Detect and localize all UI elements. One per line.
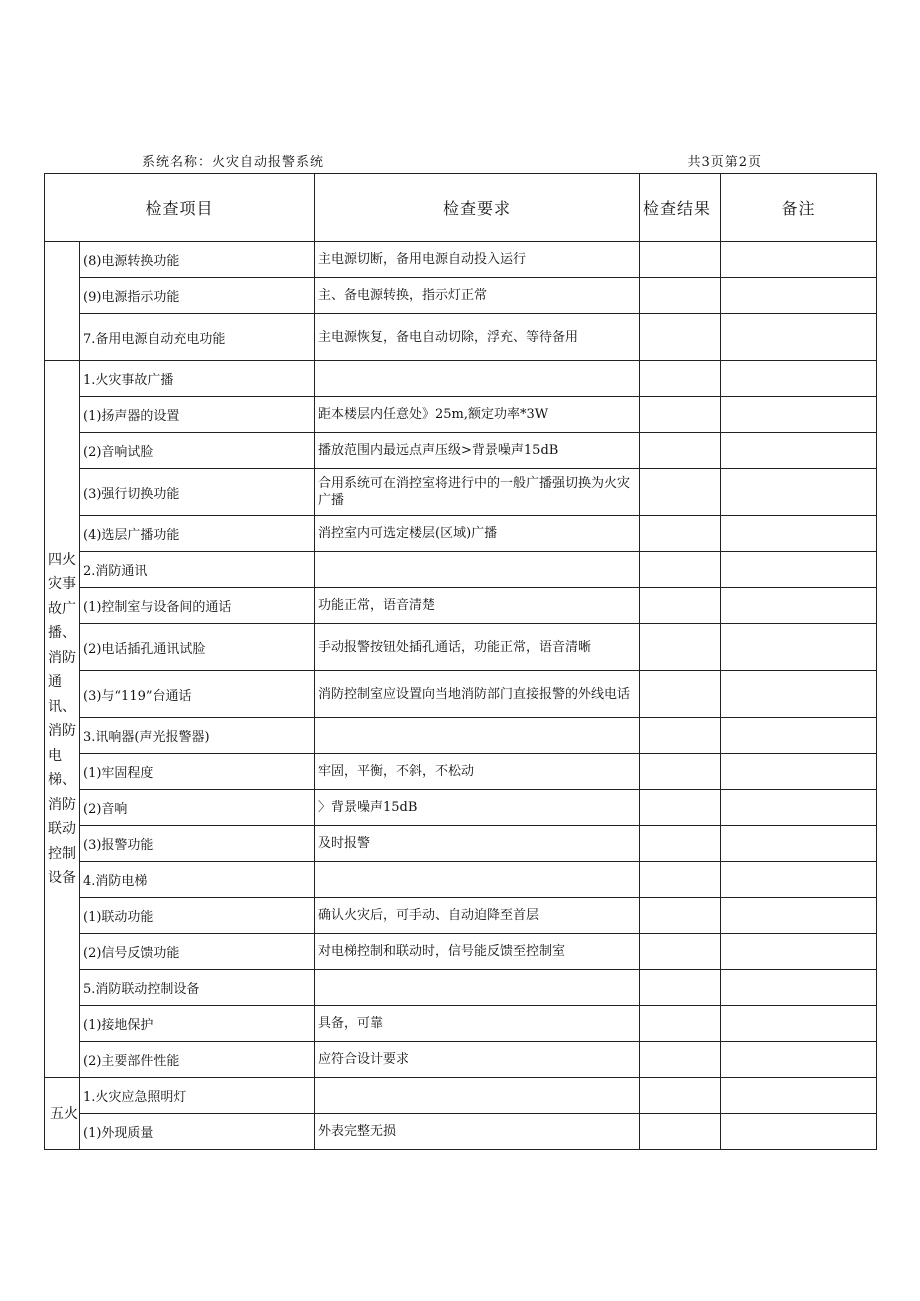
table-header-row bbox=[45, 174, 877, 242]
result-cell[interactable] bbox=[640, 516, 721, 552]
table-row bbox=[45, 970, 877, 1006]
column-header-requirement: 检查要求 bbox=[315, 174, 640, 242]
requirement-cell: 消防控制室应设置向当地消防部门直接报警的外线电话 bbox=[315, 671, 640, 718]
requirement-cell: 主电源切断，备用电源自动投入运行 bbox=[315, 242, 640, 278]
note-cell[interactable] bbox=[721, 718, 877, 754]
note-cell[interactable] bbox=[721, 314, 877, 361]
column-header-item: 检查项目 bbox=[45, 174, 315, 242]
requirement-cell bbox=[315, 552, 640, 588]
result-cell[interactable] bbox=[640, 278, 721, 314]
note-cell[interactable] bbox=[721, 516, 877, 552]
page-header bbox=[142, 153, 762, 173]
table-row bbox=[45, 1006, 877, 1042]
note-cell[interactable] bbox=[721, 1114, 877, 1150]
item-cell: 2.消防通讯 bbox=[80, 552, 315, 588]
item-cell: (1)接地保护 bbox=[80, 1006, 315, 1042]
requirement-cell: 合用系统可在消控室将进行中的一般广播强切换为火灾广播 bbox=[315, 469, 640, 516]
requirement-cell bbox=[315, 1078, 640, 1114]
item-cell: 5.消防联动控制设备 bbox=[80, 970, 315, 1006]
note-cell[interactable] bbox=[721, 970, 877, 1006]
requirement-cell: 距本楼层内任意处》25m,额定功率*3W bbox=[315, 397, 640, 433]
requirement-cell: 消控室内可选定楼层(区域)广播 bbox=[315, 516, 640, 552]
category-four-label: 四火灾事故广播、消防通讯、消防电梯、消防联动控制设备 bbox=[48, 551, 76, 886]
result-cell[interactable] bbox=[640, 826, 721, 862]
column-header-note: 备注 bbox=[721, 174, 877, 242]
result-cell[interactable] bbox=[640, 433, 721, 469]
table-row bbox=[45, 314, 877, 361]
table-row bbox=[45, 671, 877, 718]
requirement-cell: 具备，可靠 bbox=[315, 1006, 640, 1042]
table-row bbox=[45, 552, 877, 588]
item-cell: (3)与“119”台通话 bbox=[80, 671, 315, 718]
item-cell: (4)选层广播功能 bbox=[80, 516, 315, 552]
result-cell[interactable] bbox=[640, 970, 721, 1006]
item-cell: (1)外现质量 bbox=[80, 1114, 315, 1150]
result-cell[interactable] bbox=[640, 552, 721, 588]
result-cell[interactable] bbox=[640, 469, 721, 516]
result-cell[interactable] bbox=[640, 1114, 721, 1150]
result-cell[interactable] bbox=[640, 588, 721, 624]
table-row bbox=[45, 826, 877, 862]
note-cell[interactable] bbox=[721, 588, 877, 624]
item-cell: (2)信号反馈功能 bbox=[80, 934, 315, 970]
note-cell[interactable] bbox=[721, 552, 877, 588]
item-cell: (1)联动功能 bbox=[80, 898, 315, 934]
item-cell: (3)强行切换功能 bbox=[80, 469, 315, 516]
item-cell: (9)电源指示功能 bbox=[80, 278, 315, 314]
note-cell[interactable] bbox=[721, 934, 877, 970]
result-cell[interactable] bbox=[640, 790, 721, 826]
item-cell: (2)音响 bbox=[80, 790, 315, 826]
result-cell[interactable] bbox=[640, 934, 721, 970]
category-cell-four bbox=[45, 361, 80, 1078]
requirement-cell: 〉背景噪声15dB bbox=[315, 790, 640, 826]
item-cell: (2)电话插孔通讯试脸 bbox=[80, 624, 315, 671]
note-cell[interactable] bbox=[721, 826, 877, 862]
note-cell[interactable] bbox=[721, 624, 877, 671]
table-row bbox=[45, 588, 877, 624]
table-row bbox=[45, 1042, 877, 1078]
note-cell[interactable] bbox=[721, 754, 877, 790]
table-row bbox=[45, 469, 877, 516]
result-cell[interactable] bbox=[640, 397, 721, 433]
note-cell[interactable] bbox=[721, 671, 877, 718]
table-row bbox=[45, 934, 877, 970]
note-cell[interactable] bbox=[721, 361, 877, 397]
system-name: 系统名称：火灾自动报警系统 bbox=[142, 155, 325, 170]
item-cell: (2)主要部件性能 bbox=[80, 1042, 315, 1078]
requirement-cell bbox=[315, 718, 640, 754]
result-cell[interactable] bbox=[640, 624, 721, 671]
result-cell[interactable] bbox=[640, 754, 721, 790]
result-cell[interactable] bbox=[640, 1078, 721, 1114]
note-cell[interactable] bbox=[721, 862, 877, 898]
requirement-cell: 对电梯控制和联动时，信号能反馈至控制室 bbox=[315, 934, 640, 970]
result-cell[interactable] bbox=[640, 718, 721, 754]
result-cell[interactable] bbox=[640, 671, 721, 718]
item-cell: 1.火灾事故广播 bbox=[80, 361, 315, 397]
requirement-cell: 牢固，平衡，不斜，不松动 bbox=[315, 754, 640, 790]
result-cell[interactable] bbox=[640, 361, 721, 397]
item-cell: (3)报警功能 bbox=[80, 826, 315, 862]
requirement-cell: 手动报警按钮处插孔通话，功能正常，语音清晰 bbox=[315, 624, 640, 671]
item-cell: 4.消防电梯 bbox=[80, 862, 315, 898]
requirement-cell: 播放范围内最远点声压级>背景噪声15dB bbox=[315, 433, 640, 469]
requirement-cell: 及时报警 bbox=[315, 826, 640, 862]
result-cell[interactable] bbox=[640, 898, 721, 934]
note-cell[interactable] bbox=[721, 1078, 877, 1114]
category-cell-blank bbox=[45, 242, 80, 361]
requirement-cell: 外表完整无损 bbox=[315, 1114, 640, 1150]
category-cell-five bbox=[45, 1078, 80, 1150]
requirement-cell: 应符合设计要求 bbox=[315, 1042, 640, 1078]
table-row bbox=[45, 862, 877, 898]
inspection-table bbox=[44, 173, 877, 1150]
note-cell[interactable] bbox=[721, 898, 877, 934]
requirement-cell: 功能正常，语音清楚 bbox=[315, 588, 640, 624]
result-cell[interactable] bbox=[640, 1042, 721, 1078]
item-cell: 1.火灾应急照明灯 bbox=[80, 1078, 315, 1114]
note-cell[interactable] bbox=[721, 433, 877, 469]
table-row bbox=[45, 397, 877, 433]
item-cell: 7.备用电源自动充电功能 bbox=[80, 314, 315, 361]
item-cell: (1)牢固程度 bbox=[80, 754, 315, 790]
table-row bbox=[45, 718, 877, 754]
note-cell[interactable] bbox=[721, 278, 877, 314]
note-cell[interactable] bbox=[721, 790, 877, 826]
note-cell[interactable] bbox=[721, 397, 877, 433]
table-row bbox=[45, 624, 877, 671]
note-cell[interactable] bbox=[721, 1006, 877, 1042]
table-row bbox=[45, 1078, 877, 1114]
item-cell: (8)电源转换功能 bbox=[80, 242, 315, 278]
table-row bbox=[45, 361, 877, 397]
table-row bbox=[45, 898, 877, 934]
table-row bbox=[45, 242, 877, 278]
requirement-cell bbox=[315, 862, 640, 898]
item-cell: (1)扬声器的设置 bbox=[80, 397, 315, 433]
table-row bbox=[45, 790, 877, 826]
result-cell[interactable] bbox=[640, 862, 721, 898]
requirement-cell bbox=[315, 361, 640, 397]
note-cell[interactable] bbox=[721, 1042, 877, 1078]
table-row bbox=[45, 754, 877, 790]
table-row bbox=[45, 278, 877, 314]
requirement-cell: 主、备电源转换，指示灯正常 bbox=[315, 278, 640, 314]
requirement-cell: 主电源恢复，备电自动切除，浮充、等待备用 bbox=[315, 314, 640, 361]
note-cell[interactable] bbox=[721, 469, 877, 516]
item-cell: (1)控制室与设备间的通话 bbox=[80, 588, 315, 624]
result-cell[interactable] bbox=[640, 314, 721, 361]
note-cell[interactable] bbox=[721, 242, 877, 278]
requirement-cell: 确认火灾后，可手动、自动迫降至首层 bbox=[315, 898, 640, 934]
item-cell: 3.讯响器(声光报警器) bbox=[80, 718, 315, 754]
column-header-result: 检查结果 bbox=[640, 174, 721, 242]
requirement-cell bbox=[315, 970, 640, 1006]
page-count: 共3页第2页 bbox=[687, 155, 762, 170]
result-cell[interactable] bbox=[640, 242, 721, 278]
table-row bbox=[45, 1114, 877, 1150]
result-cell[interactable] bbox=[640, 1006, 721, 1042]
table-row bbox=[45, 433, 877, 469]
item-cell: (2)音响试脸 bbox=[80, 433, 315, 469]
table-row bbox=[45, 516, 877, 552]
category-five-label: 五火 bbox=[50, 1105, 78, 1122]
